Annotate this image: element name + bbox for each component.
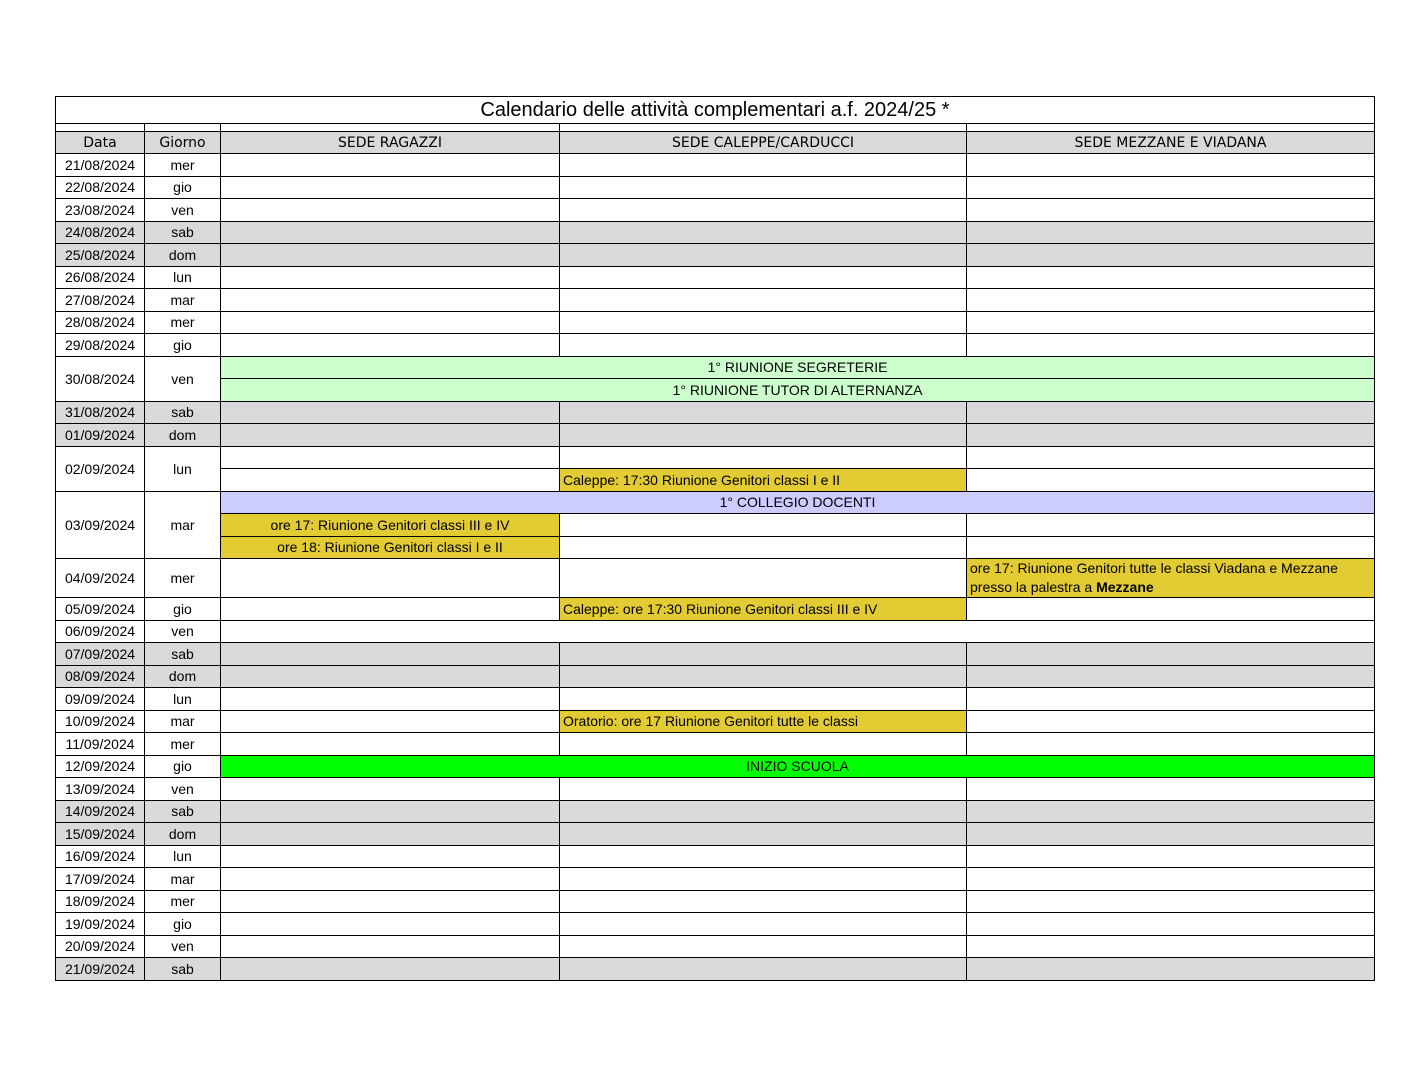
mezzane-cell	[967, 800, 1375, 823]
ragazzi-cell	[221, 266, 560, 289]
mezzane-cell	[967, 266, 1375, 289]
event-caleppe-riunione-genitori: Caleppe: 17:30 Riunione Genitori classi I e II	[560, 469, 967, 492]
date-cell: 24/08/2024	[56, 221, 145, 244]
caleppe-cell	[560, 800, 967, 823]
caleppe-cell	[560, 334, 967, 357]
caleppe-cell	[560, 778, 967, 801]
date-cell: 16/09/2024	[56, 845, 145, 868]
mezzane-cell	[967, 424, 1375, 447]
caleppe-cell	[560, 446, 967, 469]
date-cell: 31/08/2024	[56, 401, 145, 424]
ragazzi-cell	[221, 289, 560, 312]
day-cell: sab	[145, 958, 221, 981]
date-cell: 21/09/2024	[56, 958, 145, 981]
caleppe-cell	[560, 221, 967, 244]
ragazzi-cell	[221, 778, 560, 801]
ragazzi-cell	[221, 823, 560, 846]
caleppe-cell	[560, 514, 967, 537]
day-cell: ven	[145, 778, 221, 801]
spacer-cell	[560, 124, 967, 132]
day-cell: sab	[145, 800, 221, 823]
event-oratorio-riunione-genitori: Oratorio: ore 17 Riunione Genitori tutte le classi	[560, 710, 967, 733]
mezzane-cell	[967, 890, 1375, 913]
calendar-table	[55, 96, 1375, 981]
caleppe-cell	[560, 868, 967, 891]
date-cell: 10/09/2024	[56, 710, 145, 733]
ragazzi-cell	[221, 665, 560, 688]
ragazzi-cell	[221, 221, 560, 244]
date-cell: 13/09/2024	[56, 778, 145, 801]
day-cell: lun	[145, 688, 221, 711]
date-cell: 22/08/2024	[56, 176, 145, 199]
caleppe-cell	[560, 176, 967, 199]
ragazzi-cell	[221, 733, 560, 756]
ragazzi-cell	[221, 446, 560, 469]
ragazzi-cell	[221, 598, 560, 621]
calendar-title: Calendario delle attività complementari a.f. 2024/25 *	[56, 97, 1375, 124]
mezzane-cell	[967, 289, 1375, 312]
day-cell: gio	[145, 913, 221, 936]
date-cell: 06/09/2024	[56, 620, 145, 643]
caleppe-cell	[560, 643, 967, 666]
caleppe-cell	[560, 913, 967, 936]
mezzane-cell	[967, 710, 1375, 733]
mezzane-cell	[967, 643, 1375, 666]
day-cell: mer	[145, 890, 221, 913]
caleppe-cell	[560, 154, 967, 177]
event-riunione-tutor: 1° RIUNIONE TUTOR DI ALTERNANZA	[221, 379, 1375, 402]
mezzane-cell	[967, 688, 1375, 711]
date-cell: 17/09/2024	[56, 868, 145, 891]
event-mezzane-line1: ore 17: Riunione Genitori tutte le classi Viadana e Mezzane	[970, 560, 1338, 576]
ragazzi-cell	[221, 868, 560, 891]
ragazzi-cell	[221, 935, 560, 958]
spacer-cell	[221, 124, 560, 132]
ragazzi-cell	[221, 311, 560, 334]
day-cell: ven	[145, 356, 221, 401]
day-cell: lun	[145, 266, 221, 289]
event-ragazzi-riunione-17: ore 17: Riunione Genitori classi III e IV	[221, 514, 560, 537]
event-inizio-scuola: INIZIO SCUOLA	[221, 755, 1375, 778]
day-cell: mer	[145, 733, 221, 756]
date-cell: 02/09/2024	[56, 446, 145, 491]
date-cell: 29/08/2024	[56, 334, 145, 357]
ragazzi-cell	[221, 244, 560, 267]
caleppe-cell	[560, 311, 967, 334]
date-cell: 25/08/2024	[56, 244, 145, 267]
date-cell: 21/08/2024	[56, 154, 145, 177]
mezzane-cell	[967, 733, 1375, 756]
date-cell: 03/09/2024	[56, 491, 145, 559]
ragazzi-cell	[221, 800, 560, 823]
date-cell: 01/09/2024	[56, 424, 145, 447]
mezzane-cell	[967, 536, 1375, 559]
ragazzi-cell	[221, 199, 560, 222]
caleppe-cell	[560, 665, 967, 688]
header-sede-mezzane: SEDE MEZZANE E VIADANA	[967, 132, 1375, 154]
mezzane-cell	[967, 154, 1375, 177]
date-cell: 30/08/2024	[56, 356, 145, 401]
mezzane-cell	[967, 868, 1375, 891]
day-cell: gio	[145, 755, 221, 778]
event-ragazzi-riunione-18: ore 18: Riunione Genitori classi I e II	[221, 536, 560, 559]
mezzane-cell	[967, 199, 1375, 222]
day-cell: mer	[145, 154, 221, 177]
event-caleppe-riunione-genitori-2: Caleppe: ore 17:30 Riunione Genitori classi III e IV	[560, 598, 967, 621]
header-sede-caleppe: SEDE CALEPPE/CARDUCCI	[560, 132, 967, 154]
day-cell: ven	[145, 199, 221, 222]
day-cell: sab	[145, 221, 221, 244]
mezzane-cell	[967, 845, 1375, 868]
date-cell: 27/08/2024	[56, 289, 145, 312]
spacer-cell	[967, 124, 1375, 132]
day-cell: gio	[145, 176, 221, 199]
ragazzi-cell	[221, 890, 560, 913]
caleppe-cell	[560, 266, 967, 289]
ragazzi-cell	[221, 688, 560, 711]
mezzane-cell	[967, 598, 1375, 621]
ragazzi-cell	[221, 643, 560, 666]
day-cell: sab	[145, 401, 221, 424]
ragazzi-cell	[221, 424, 560, 447]
spacer-cell	[56, 124, 145, 132]
day-cell: lun	[145, 446, 221, 491]
caleppe-cell	[560, 890, 967, 913]
ragazzi-cell	[221, 958, 560, 981]
mezzane-cell	[967, 823, 1375, 846]
date-cell: 23/08/2024	[56, 199, 145, 222]
date-cell: 08/09/2024	[56, 665, 145, 688]
spacer-cell	[145, 124, 221, 132]
day-cell: mar	[145, 289, 221, 312]
date-cell: 15/09/2024	[56, 823, 145, 846]
day-cell: ven	[145, 935, 221, 958]
caleppe-cell	[560, 199, 967, 222]
day-cell: mer	[145, 311, 221, 334]
day-cell: gio	[145, 334, 221, 357]
date-cell: 28/08/2024	[56, 311, 145, 334]
ragazzi-cell	[221, 710, 560, 733]
day-cell: mer	[145, 559, 221, 598]
caleppe-cell	[560, 688, 967, 711]
event-mezzane-line2: presso la palestra a	[970, 579, 1093, 595]
header-date: Data	[56, 132, 145, 154]
mezzane-cell	[967, 311, 1375, 334]
day-cell: lun	[145, 845, 221, 868]
event-mezzane-location: Mezzane	[1096, 579, 1154, 595]
date-cell: 18/09/2024	[56, 890, 145, 913]
caleppe-cell	[560, 401, 967, 424]
ragazzi-cell	[221, 401, 560, 424]
mezzane-cell	[967, 469, 1375, 492]
ragazzi-cell	[221, 913, 560, 936]
date-cell: 07/09/2024	[56, 643, 145, 666]
day-cell: dom	[145, 665, 221, 688]
caleppe-cell	[560, 536, 967, 559]
day-cell: sab	[145, 643, 221, 666]
date-cell: 14/09/2024	[56, 800, 145, 823]
caleppe-cell	[560, 424, 967, 447]
day-cell: ven	[145, 620, 221, 643]
caleppe-cell	[560, 289, 967, 312]
date-cell: 20/09/2024	[56, 935, 145, 958]
date-cell: 26/08/2024	[56, 266, 145, 289]
day-cell: dom	[145, 424, 221, 447]
caleppe-cell	[560, 559, 967, 598]
event-collegio-docenti: 1° COLLEGIO DOCENTI	[221, 491, 1375, 514]
date-cell: 09/09/2024	[56, 688, 145, 711]
day-cell: gio	[145, 598, 221, 621]
mezzane-cell	[967, 401, 1375, 424]
caleppe-cell	[560, 958, 967, 981]
day-cell: mar	[145, 710, 221, 733]
event-riunione-segreterie: 1° RIUNIONE SEGRETERIE	[221, 356, 1375, 379]
mezzane-cell	[967, 446, 1375, 469]
ragazzi-cell	[221, 845, 560, 868]
caleppe-cell	[560, 823, 967, 846]
caleppe-cell	[560, 244, 967, 267]
day-cell: mar	[145, 868, 221, 891]
day-cell: dom	[145, 823, 221, 846]
ragazzi-cell	[221, 154, 560, 177]
mezzane-cell	[967, 176, 1375, 199]
header-day: Giorno	[145, 132, 221, 154]
mezzane-cell	[967, 221, 1375, 244]
date-cell: 19/09/2024	[56, 913, 145, 936]
mezzane-cell	[967, 244, 1375, 267]
ragazzi-cell	[221, 559, 560, 598]
day-cell: mar	[145, 491, 221, 559]
date-cell: 12/09/2024	[56, 755, 145, 778]
mezzane-cell	[967, 514, 1375, 537]
caleppe-cell	[560, 935, 967, 958]
date-cell: 11/09/2024	[56, 733, 145, 756]
date-cell: 04/09/2024	[56, 559, 145, 598]
caleppe-cell	[560, 845, 967, 868]
date-cell: 05/09/2024	[56, 598, 145, 621]
mezzane-cell	[967, 778, 1375, 801]
caleppe-cell	[560, 733, 967, 756]
day-cell: dom	[145, 244, 221, 267]
mezzane-cell	[967, 334, 1375, 357]
mezzane-cell	[967, 958, 1375, 981]
header-sede-ragazzi: SEDE RAGAZZI	[221, 132, 560, 154]
empty-merged-cell	[221, 620, 1375, 643]
mezzane-cell	[967, 665, 1375, 688]
mezzane-cell	[967, 913, 1375, 936]
ragazzi-cell	[221, 469, 560, 492]
ragazzi-cell	[221, 176, 560, 199]
ragazzi-cell	[221, 334, 560, 357]
event-mezzane-riunione-genitori	[967, 559, 1375, 598]
mezzane-cell	[967, 935, 1375, 958]
